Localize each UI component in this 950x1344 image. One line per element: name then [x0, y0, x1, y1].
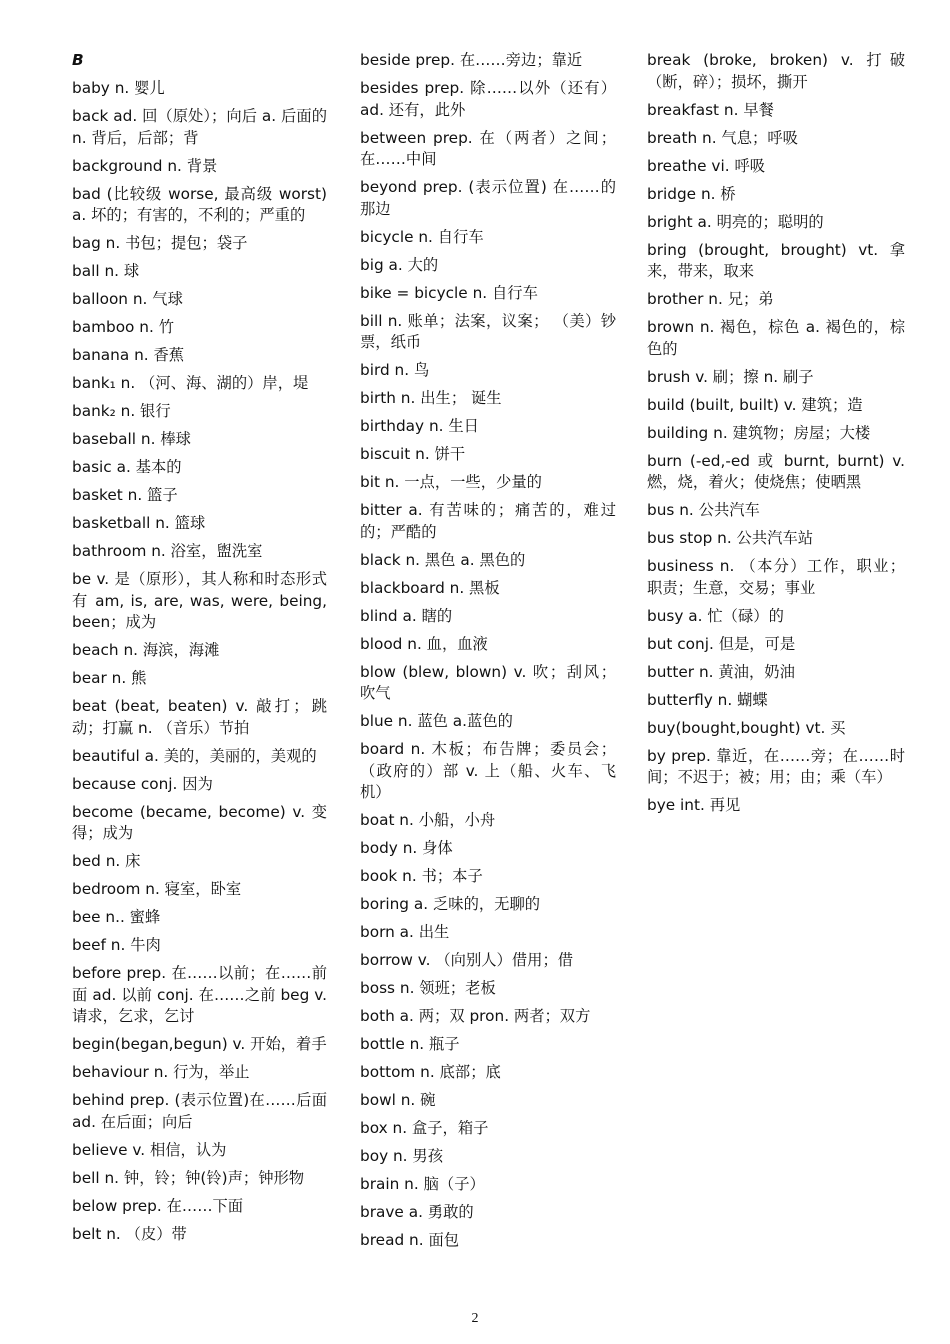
vocab-entry: born a. 出生 [360, 923, 450, 941]
vocab-entry: bike = bicycle n. 自行车 [360, 283, 538, 302]
vocab-entry: behaviour n. 行为，举止 [72, 1063, 250, 1081]
vocab-entry: bitter a. 有苦味的；痛苦的，难过的；严酷的 [360, 501, 616, 541]
vocab-entry: bring (brought, brought) vt. 拿来，带来，取来 [647, 240, 905, 280]
vocab-entry: build (built, built) v. 建筑；造 [647, 395, 863, 414]
vocab-entry: banana n. 香蕉 [72, 346, 185, 364]
letter-heading: B [72, 51, 84, 69]
vocab-entry: beef n. 牛肉 [72, 936, 161, 954]
vocab-entry: by prep. 靠近，在……旁；在……时间；不迟于；被；用；由；乘（车） [647, 746, 905, 786]
vocab-entry: both a. 两；双 pron. 两者；双方 [360, 1007, 591, 1025]
vocab-entry: bus n. 公共汽车 [647, 501, 760, 519]
vocab-entry: body n. 身体 [360, 839, 453, 857]
page-number: 2 [471, 1311, 479, 1326]
vocab-entry: breath n. 气息；呼吸 [647, 128, 798, 147]
vocab-entry: beautiful a. 美的，美丽的，美观的 [72, 746, 317, 765]
vocab-entry: bright a. 明亮的；聪明的 [647, 212, 824, 231]
vocab-entry: boat n. 小船，小舟 [360, 811, 496, 829]
vocab-entry: between prep. 在（两者）之间；在……中间 [360, 128, 616, 168]
vocab-entry: belt n. （皮）带 [72, 1224, 187, 1243]
vocab-entry: back ad. 回（原处）；向后 a. 后面的 n. 背后，后部；背 [72, 107, 327, 147]
vocab-entry: become (became, become) v. 变得；成为 [72, 802, 327, 842]
vocab-entry: black n. 黑色 a. 黑色的 [360, 550, 526, 569]
vocab-entry: bed n. 床 [72, 852, 141, 870]
vocab-entry: because conj. 因为 [72, 774, 213, 793]
vocab-entry: breathe vi. 呼吸 [647, 156, 766, 175]
vocab-entry: boy n. 男孩 [360, 1147, 443, 1165]
vocab-entry: brush v. 刷；擦 n. 刷子 [647, 367, 814, 386]
vocab-entry: before prep. 在……以前；在……前面 ad. 以前 conj. 在……之前 beg v. 请求，乞求，乞讨 [72, 964, 327, 1025]
vocab-entry: bridge n. 桥 [647, 184, 736, 203]
vocab-entry: busy a. 忙（碌）的 [647, 606, 784, 625]
vocab-entry: birth n. 出生； 诞生 [360, 389, 502, 407]
vocab-entry: bee n.. 蜜蜂 [72, 908, 161, 926]
vocab-entry: blue n. 蓝色 a.蓝色的 [360, 712, 513, 730]
vocab-entry: basket n. 篮子 [72, 486, 178, 504]
vocab-entry: bank₁ n. （河、海、湖的）岸，堤 [72, 374, 309, 392]
vocab-entry: bicycle n. 自行车 [360, 227, 484, 246]
vocab-entry: buy(bought,bought) vt. 买 [647, 718, 846, 737]
vocab-entry: birthday n. 生日 [360, 417, 479, 435]
vocab-entry: beyond prep. (表示位置) 在……的那边 [360, 178, 616, 218]
vocab-entry: bathroom n. 浴室，盥洗室 [72, 542, 263, 560]
vocab-entry: breakfast n. 早餐 [647, 100, 774, 119]
vocab-entry: below prep. 在……下面 [72, 1196, 244, 1215]
vocab-entry: brain n. 脑（子） [360, 1175, 485, 1193]
vocab-entry: basic a. 基本的 [72, 458, 182, 476]
vocab-entry: balloon n. 气球 [72, 290, 183, 308]
vocab-entry: beat (beat, beaten) v. 敲打；跳动；打赢 n. （音乐）节拍 [72, 697, 327, 737]
vocab-entry: bus stop n. 公共汽车站 [647, 529, 814, 547]
vocab-entry: besides prep. 除……以外（还有） ad. 还有，此外 [360, 79, 616, 119]
vocab-entry: ball n. 球 [72, 262, 140, 280]
vocab-entry: building n. 建筑物；房屋；大楼 [647, 423, 871, 442]
vocab-entry: but conj. 但是，可是 [647, 634, 796, 653]
vocab-entry: background n. 背景 [72, 156, 218, 175]
vocab-entry: begin(began,begun) v. 开始，着手 [72, 1035, 327, 1053]
vocab-entry: blow (blew, blown) v. 吹；刮风；吹气 [360, 662, 616, 702]
vocab-entry: butter n. 黄油，奶油 [647, 662, 795, 681]
vocab-entry: blind a. 瞎的 [360, 606, 453, 625]
vocab-entry: behind prep. (表示位置)在……后面 ad. 在后面；向后 [72, 1091, 327, 1131]
vocab-entry: bowl n. 碗 [360, 1091, 436, 1109]
vocab-entry: bottom n. 底部；底 [360, 1063, 501, 1081]
column-3 [647, 50, 905, 823]
vocab-entry: book n. 书；本子 [360, 867, 483, 885]
vocab-entry: boss n. 领班；老板 [360, 979, 496, 997]
vocab-entry: beside prep. 在……旁边；靠近 [360, 51, 583, 69]
vocab-entry: butterfly n. 蝴蝶 [647, 690, 768, 709]
vocab-entry: bank₂ n. 银行 [72, 402, 171, 420]
vocab-entry: beach n. 海滨，海滩 [72, 641, 220, 659]
vocab-entry: basketball n. 篮球 [72, 514, 206, 532]
vocab-entry: bird n. 鸟 [360, 361, 430, 379]
vocab-entry: borrow v. （向别人）借用；借 [360, 951, 574, 969]
vocab-entry: believe v. 相信，认为 [72, 1140, 227, 1159]
vocab-entry: brave a. 勇敢的 [360, 1203, 474, 1221]
vocab-entry: break (broke, broken) v. 打破（断，碎）；损坏，撕开 [647, 51, 905, 91]
vocab-entry: bill n. 账单；法案，议案； （美）钞票，纸币 [360, 311, 616, 351]
vocab-entry: be v. 是（原形），其人称和时态形式有 am, is, are, was, were, being, been；成为 [72, 570, 327, 631]
vocab-entry: bedroom n. 寝室，卧室 [72, 880, 242, 898]
vocab-entry: boring a. 乏味的，无聊的 [360, 895, 541, 913]
vocab-entry: brown n. 褐色，棕色 a. 褐色的，棕色的 [647, 318, 905, 358]
vocab-entry: bottle n. 瓶子 [360, 1035, 460, 1053]
vocab-entry: bye int. 再见 [647, 796, 741, 814]
column-2 [360, 50, 616, 1258]
vocab-entry: bear n. 熊 [72, 669, 147, 687]
vocab-entry: big a. 大的 [360, 255, 439, 274]
vocab-entry: bad (比较级 worse, 最高级 worst) a. 坏的；有害的，不利的；严重的 [72, 184, 327, 224]
vocab-entry: bamboo n. 竹 [72, 318, 174, 336]
vocab-entry: business n. （本分）工作，职业；职责；生意，交易；事业 [647, 557, 905, 597]
column-1 [72, 50, 327, 1252]
vocab-entry: bit n. 一点，一些，少量的 [360, 473, 542, 491]
vocab-entry: brother n. 兄；弟 [647, 290, 774, 308]
vocab-entry: board n. 木板；布告牌；委员会；（政府的）部 v. 上（船、火车、飞机） [360, 740, 616, 801]
vocab-entry: bell n. 钟，铃；钟(铃)声；钟形物 [72, 1168, 305, 1187]
vocab-entry: bag n. 书包；提包；袋子 [72, 234, 248, 252]
vocab-entry: burn (-ed,-ed 或 burnt, burnt) v. 燃，烧，着火；使烧焦；使晒黑 [647, 451, 905, 491]
vocab-entry: blood n. 血，血液 [360, 634, 488, 653]
vocab-entry: baseball n. 棒球 [72, 430, 191, 448]
vocab-entry: biscuit n. 饼干 [360, 445, 466, 463]
vocab-entry: baby n. 婴儿 [72, 79, 165, 97]
vocab-entry: blackboard n. 黑板 [360, 578, 500, 597]
vocab-entry: box n. 盒子，箱子 [360, 1119, 489, 1137]
vocab-entry: bread n. 面包 [360, 1231, 460, 1249]
